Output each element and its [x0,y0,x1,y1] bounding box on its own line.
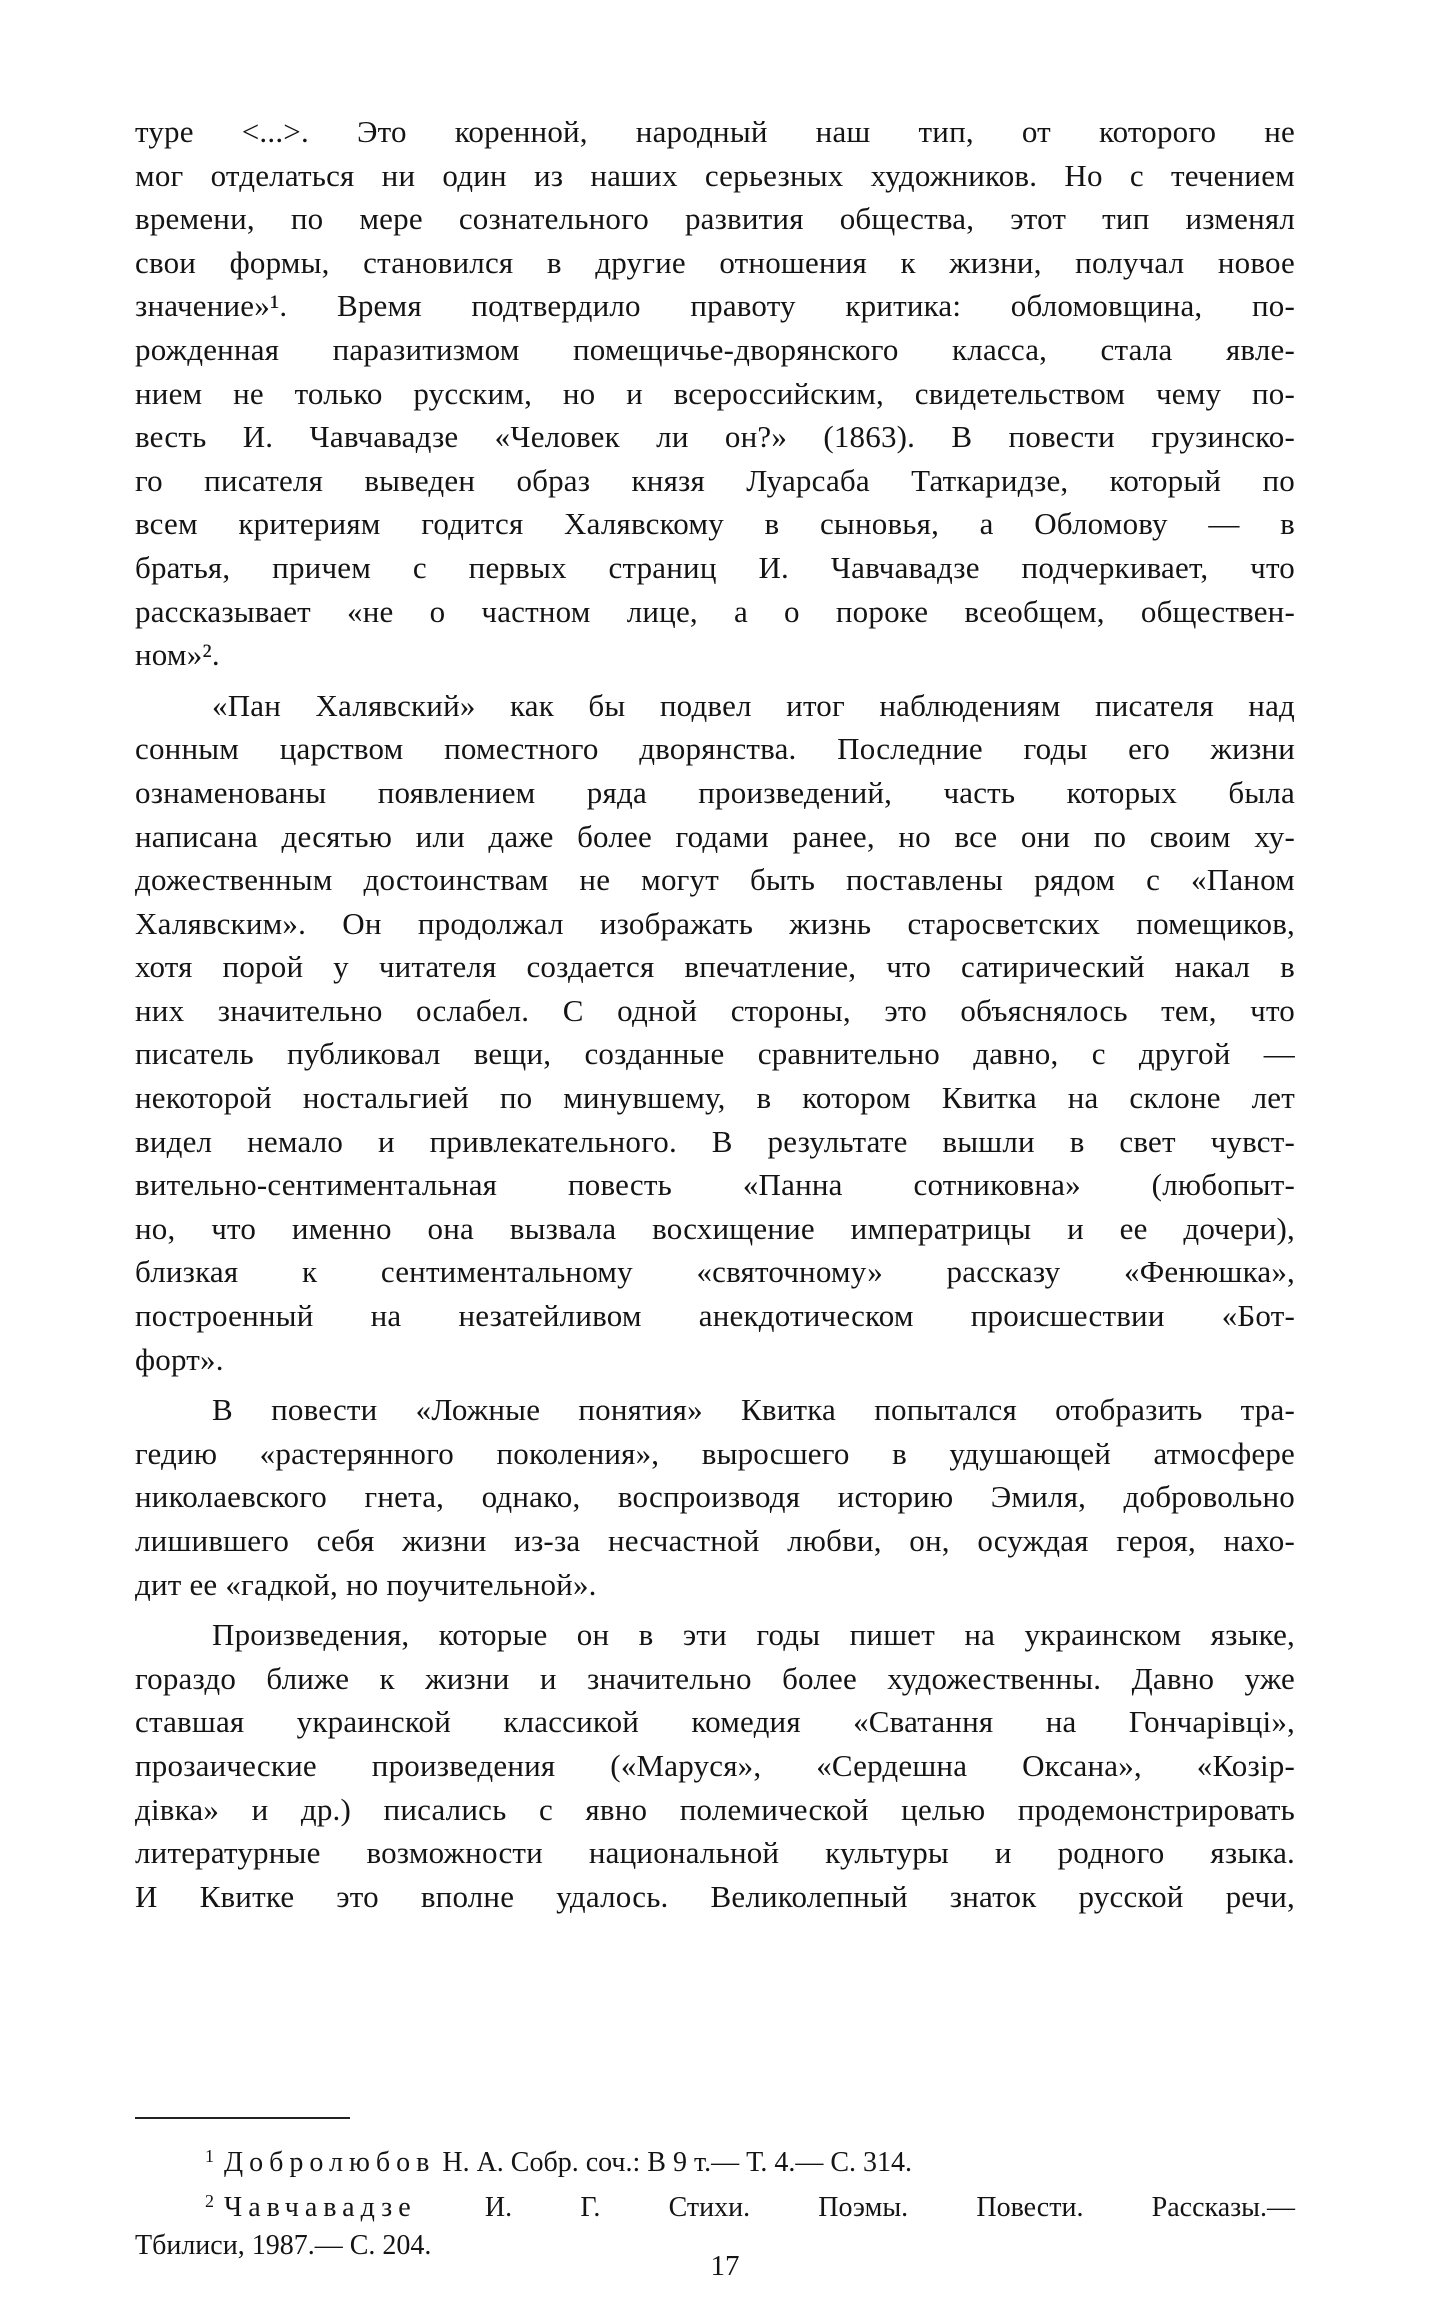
text-line: вительно-сентиментальная повесть «Панна сотниковна» (любопыт- [135,1167,1295,1203]
footnote-text: Н. А. Собр. соч.: В 9 т.— Т. 4.— С. 314. [435,2147,913,2178]
text-line: туре <...>. Это коренной, народный наш тип, от которого не [135,114,1295,149]
text-line: написана десятью или даже более годами ранее, но все они по своим ху- [135,818,1295,854]
footnote-2 [135,2182,1295,2227]
footnote-2-continuation: Тбилиси, 1987.— С. 204. [135,2230,432,2261]
footnote-mark: 2 [205,2191,214,2211]
footnote-text: И. Г. Стихи. Поэмы. Повести. Рассказы.— [416,2192,1295,2223]
text-line: го писателя выведен образ князя Луарсаба Таткаридзе, который по [135,462,1295,498]
text-line: нием не только русским, но и всероссийским, свидетельством чему по- [135,375,1295,411]
text-line: близкая к сентиментальному «святочному» рассказу «Фенюшка», [135,1254,1295,1290]
page-number: 17 [710,2250,740,2282]
text-line: дожественным достоинствам не могут быть поставлены рядом с «Паном [135,862,1295,898]
footnote-mark: 1 [205,2146,214,2166]
text-line: но, что именно она вызвала восхищение императрицы и ее дочери), [135,1210,1295,1246]
text-line: сонным царством поместного дворянства. Последние годы его жизни [135,731,1295,767]
text-line: рассказывает «не о частном лице, а о пороке всеобщем, обществен- [135,593,1295,629]
text-line: гораздо ближе к жизни и значительно более художественны. Давно уже [135,1660,1295,1696]
text-line: рожденная паразитизмом помещичье-дворянского класса, стала явле- [135,331,1295,367]
text-line: Произведения, которые он в эти годы пишет на украинском языке, [212,1617,1295,1653]
footnote-1 [135,2137,1295,2182]
text-line: ознаменованы появлением ряда произведений, часть которых была [135,774,1295,810]
text-line: В повести «Ложные понятия» Квитка попытался отобразить тра- [212,1392,1295,1428]
footnote-separator [135,2117,350,2119]
text-line: дит ее «гадкой, но поучительной». [135,1566,597,1602]
text-line: хотя порой у читателя создается впечатление, что сатирический накал в [135,949,1295,985]
paragraph-3 [135,1388,1295,1606]
text-line: писатель публиковал вещи, созданные сравнительно давно, с другой — [135,1036,1295,1072]
text-line: построенный на незатейливом анекдотическом происшествии «Бот- [135,1298,1295,1334]
text-line: литературные возможности национальной культуры и родного языка. [135,1835,1295,1871]
paragraph-2 [135,684,1295,1382]
text-line: дівка» и др.) писались с явно полемической целью продемонстрировать [135,1791,1295,1827]
text-line: времени, по мере сознательного развития общества, этот тип изменял [135,201,1295,237]
text-line: ставшая украинской классикой комедия «Сватання на Гончарівці», [135,1704,1295,1740]
text-line: прозаические произведения («Маруся», «Сердешна Оксана», «Козір- [135,1747,1295,1783]
text-line: гедию «растерянного поколения», выросшего в удушающей атмосфере [135,1435,1295,1471]
text-line: свои формы, становился в другие отношения к жизни, получал новое [135,244,1295,280]
text-line: Халявским». Он продолжал изображать жизнь старосветских помещиков, [135,905,1295,941]
text-line: некоторой ностальгией по минувшему, в котором Квитка на склоне лет [135,1080,1295,1116]
text-line: И Квитке это вполне удалось. Великолепный знаток русской речи, [135,1878,1295,1914]
footnote-author: Чавчавадзе [224,2192,417,2223]
text-line: ном»². [135,637,220,673]
text-line: братья, причем с первых страниц И. Чавчавадзе подчеркивает, что [135,549,1295,585]
text-line: николаевского гнета, однако, воспроизводя историю Эмиля, добровольно [135,1479,1295,1515]
text-line: «Пан Халявский» как бы подвел итог наблюдениям писателя над [212,687,1295,723]
paragraph-4 [135,1613,1295,1918]
footnotes [135,2137,1295,2265]
text-line: мог отделаться ни один из наших серьезных художников. Но с течением [135,157,1295,193]
text-line: лишившего себя жизни из-за несчастной любви, он, осуждая героя, нахо- [135,1523,1295,1558]
text-line: значение»¹. Время подтвердило правоту критика: обломовщина, по- [135,288,1295,324]
footnote-author: Добролюбов [224,2147,436,2178]
text-line: всем критериям годится Халявскому в сыновья, а Обломову — в [135,506,1295,542]
text-line: форт». [135,1341,224,1377]
text-line: видел немало и привлекательного. В результате вышли в свет чувст- [135,1123,1295,1159]
text-line: них значительно ослабел. С одной стороны, это объяснялось тем, что [135,992,1295,1028]
paragraph-1 [135,110,1295,677]
text-line: весть И. Чавчавадзе «Человек ли он?» (1863). В повести грузинско- [135,419,1295,455]
body-text [135,110,1295,1925]
